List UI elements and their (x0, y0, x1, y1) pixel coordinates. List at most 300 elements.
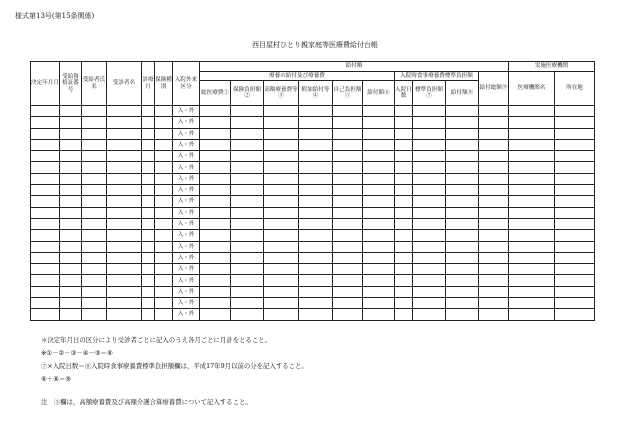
ledger-cell[interactable] (395, 117, 413, 128)
ledger-cell[interactable] (142, 286, 155, 297)
ledger-cell[interactable] (555, 117, 595, 128)
ledger-cell[interactable] (299, 185, 333, 196)
ledger-cell[interactable] (264, 309, 299, 320)
ledger-cell[interactable] (82, 117, 107, 128)
ledger-cell[interactable] (395, 151, 413, 162)
ledger-cell[interactable] (479, 264, 509, 275)
ledger-cell[interactable] (200, 207, 231, 218)
ledger-cell[interactable] (555, 264, 595, 275)
ledger-cell[interactable] (231, 207, 264, 218)
ledger-cell[interactable] (413, 196, 446, 207)
ledger-cell[interactable] (155, 230, 173, 241)
ledger-cell[interactable] (155, 117, 173, 128)
ledger-cell[interactable] (264, 264, 299, 275)
ledger-cell[interactable] (231, 275, 264, 286)
ledger-cell[interactable] (31, 230, 60, 241)
ledger-cell[interactable] (107, 139, 142, 150)
ledger-cell[interactable] (107, 218, 142, 229)
ledger-cell[interactable] (155, 241, 173, 252)
ledger-cell[interactable] (60, 241, 82, 252)
ledger-cell[interactable] (142, 196, 155, 207)
ledger-cell[interactable] (142, 139, 155, 150)
ledger-cell[interactable] (231, 298, 264, 309)
ledger-cell[interactable] (200, 162, 231, 173)
ledger-cell[interactable] (155, 252, 173, 263)
ledger-cell[interactable] (333, 162, 363, 173)
ledger-cell[interactable] (60, 207, 82, 218)
ledger-cell[interactable] (142, 117, 155, 128)
ledger-cell[interactable] (446, 117, 479, 128)
ledger-cell[interactable] (479, 252, 509, 263)
ledger-cell[interactable] (479, 230, 509, 241)
ledger-cell[interactable] (231, 241, 264, 252)
ledger-cell[interactable] (299, 241, 333, 252)
ledger-cell[interactable] (231, 230, 264, 241)
ledger-cell[interactable] (555, 139, 595, 150)
ledger-cell[interactable] (299, 106, 333, 117)
ledger-cell[interactable] (264, 128, 299, 139)
ledger-cell[interactable] (231, 196, 264, 207)
ledger-cell[interactable] (31, 207, 60, 218)
ledger-cell[interactable] (509, 275, 555, 286)
ledger-cell[interactable] (446, 207, 479, 218)
ledger-cell[interactable] (413, 151, 446, 162)
ledger-cell[interactable] (60, 264, 82, 275)
ledger-cell[interactable] (31, 128, 60, 139)
ledger-cell[interactable] (31, 162, 60, 173)
ledger-cell[interactable] (231, 162, 264, 173)
ledger-cell[interactable] (200, 309, 231, 320)
ledger-cell[interactable] (395, 185, 413, 196)
ledger-cell[interactable] (413, 230, 446, 241)
ledger-cell[interactable] (107, 128, 142, 139)
ledger-cell[interactable] (60, 173, 82, 184)
ledger-cell[interactable] (60, 252, 82, 263)
ledger-cell[interactable] (299, 286, 333, 297)
ledger-cell[interactable] (395, 128, 413, 139)
ledger-cell[interactable] (509, 173, 555, 184)
ledger-cell[interactable] (142, 207, 155, 218)
ledger-cell[interactable] (509, 106, 555, 117)
ledger-cell[interactable] (264, 162, 299, 173)
ledger-cell[interactable] (264, 218, 299, 229)
ledger-cell[interactable] (200, 264, 231, 275)
ledger-cell[interactable] (363, 207, 395, 218)
ledger-cell[interactable] (479, 218, 509, 229)
ledger-cell[interactable] (142, 241, 155, 252)
ledger-cell[interactable] (446, 151, 479, 162)
ledger-cell[interactable] (299, 196, 333, 207)
ledger-cell[interactable] (82, 151, 107, 162)
ledger-cell[interactable] (82, 128, 107, 139)
ledger-cell[interactable] (555, 185, 595, 196)
ledger-cell[interactable] (155, 218, 173, 229)
ledger-cell[interactable] (142, 275, 155, 286)
ledger-cell[interactable] (31, 298, 60, 309)
ledger-cell[interactable] (395, 207, 413, 218)
ledger-cell[interactable] (395, 241, 413, 252)
ledger-cell[interactable] (107, 252, 142, 263)
ledger-cell[interactable] (155, 264, 173, 275)
ledger-cell[interactable] (395, 252, 413, 263)
ledger-cell[interactable] (264, 207, 299, 218)
ledger-cell[interactable] (82, 275, 107, 286)
ledger-cell[interactable] (479, 151, 509, 162)
ledger-cell[interactable] (479, 106, 509, 117)
ledger-cell[interactable] (60, 185, 82, 196)
ledger-cell[interactable] (31, 241, 60, 252)
ledger-cell[interactable] (200, 298, 231, 309)
ledger-cell[interactable] (200, 218, 231, 229)
ledger-cell[interactable] (555, 106, 595, 117)
ledger-cell[interactable] (509, 264, 555, 275)
ledger-cell[interactable] (31, 196, 60, 207)
ledger-cell[interactable] (479, 241, 509, 252)
ledger-cell[interactable] (155, 196, 173, 207)
ledger-cell[interactable] (31, 185, 60, 196)
ledger-cell[interactable] (82, 139, 107, 150)
ledger-cell[interactable] (107, 230, 142, 241)
ledger-cell[interactable] (509, 252, 555, 263)
ledger-cell[interactable] (142, 252, 155, 263)
ledger-cell[interactable] (555, 207, 595, 218)
ledger-cell[interactable] (333, 275, 363, 286)
ledger-cell[interactable] (333, 173, 363, 184)
ledger-cell[interactable] (82, 207, 107, 218)
ledger-cell[interactable] (107, 241, 142, 252)
ledger-cell[interactable] (555, 173, 595, 184)
ledger-cell[interactable] (479, 162, 509, 173)
ledger-cell[interactable] (446, 218, 479, 229)
ledger-cell[interactable] (299, 207, 333, 218)
ledger-cell[interactable] (333, 286, 363, 297)
ledger-cell[interactable] (155, 173, 173, 184)
ledger-cell[interactable] (413, 298, 446, 309)
ledger-cell[interactable] (479, 286, 509, 297)
ledger-cell[interactable] (363, 241, 395, 252)
ledger-cell[interactable] (299, 309, 333, 320)
ledger-cell[interactable] (446, 162, 479, 173)
ledger-cell[interactable] (231, 252, 264, 263)
ledger-cell[interactable] (299, 230, 333, 241)
ledger-cell[interactable] (231, 185, 264, 196)
ledger-cell[interactable] (555, 151, 595, 162)
ledger-cell[interactable] (82, 173, 107, 184)
ledger-cell[interactable] (446, 309, 479, 320)
ledger-cell[interactable] (333, 309, 363, 320)
ledger-cell[interactable] (395, 106, 413, 117)
ledger-cell[interactable] (363, 139, 395, 150)
ledger-cell[interactable] (509, 151, 555, 162)
ledger-cell[interactable] (82, 218, 107, 229)
ledger-cell[interactable] (413, 106, 446, 117)
ledger-cell[interactable] (231, 151, 264, 162)
ledger-cell[interactable] (60, 286, 82, 297)
ledger-cell[interactable] (413, 309, 446, 320)
ledger-cell[interactable] (395, 196, 413, 207)
ledger-cell[interactable] (231, 286, 264, 297)
ledger-cell[interactable] (395, 230, 413, 241)
ledger-cell[interactable] (363, 128, 395, 139)
ledger-cell[interactable] (231, 218, 264, 229)
ledger-cell[interactable] (155, 298, 173, 309)
ledger-cell[interactable] (413, 241, 446, 252)
ledger-cell[interactable] (82, 162, 107, 173)
ledger-cell[interactable] (509, 241, 555, 252)
ledger-cell[interactable] (395, 218, 413, 229)
ledger-cell[interactable] (446, 196, 479, 207)
ledger-cell[interactable] (155, 106, 173, 117)
ledger-cell[interactable] (333, 139, 363, 150)
ledger-cell[interactable] (509, 298, 555, 309)
ledger-cell[interactable] (479, 298, 509, 309)
ledger-cell[interactable] (479, 207, 509, 218)
ledger-cell[interactable] (363, 218, 395, 229)
ledger-cell[interactable] (333, 207, 363, 218)
ledger-cell[interactable] (299, 173, 333, 184)
ledger-cell[interactable] (363, 185, 395, 196)
ledger-cell[interactable] (142, 185, 155, 196)
ledger-cell[interactable] (363, 275, 395, 286)
ledger-cell[interactable] (509, 207, 555, 218)
ledger-cell[interactable] (107, 309, 142, 320)
ledger-cell[interactable] (155, 185, 173, 196)
ledger-cell[interactable] (299, 128, 333, 139)
ledger-cell[interactable] (142, 128, 155, 139)
ledger-cell[interactable] (363, 252, 395, 263)
ledger-cell[interactable] (31, 286, 60, 297)
ledger-cell[interactable] (509, 196, 555, 207)
ledger-cell[interactable] (200, 117, 231, 128)
ledger-cell[interactable] (200, 241, 231, 252)
ledger-cell[interactable] (155, 275, 173, 286)
ledger-cell[interactable] (231, 117, 264, 128)
ledger-cell[interactable] (333, 128, 363, 139)
ledger-cell[interactable] (395, 264, 413, 275)
ledger-cell[interactable] (413, 128, 446, 139)
ledger-cell[interactable] (413, 218, 446, 229)
ledger-cell[interactable] (333, 241, 363, 252)
ledger-cell[interactable] (299, 162, 333, 173)
ledger-cell[interactable] (264, 117, 299, 128)
ledger-cell[interactable] (555, 196, 595, 207)
ledger-cell[interactable] (363, 151, 395, 162)
ledger-cell[interactable] (395, 173, 413, 184)
ledger-cell[interactable] (107, 196, 142, 207)
ledger-cell[interactable] (413, 173, 446, 184)
ledger-cell[interactable] (200, 106, 231, 117)
ledger-cell[interactable] (107, 286, 142, 297)
ledger-cell[interactable] (446, 275, 479, 286)
ledger-cell[interactable] (231, 128, 264, 139)
ledger-cell[interactable] (107, 162, 142, 173)
ledger-cell[interactable] (413, 117, 446, 128)
ledger-cell[interactable] (82, 230, 107, 241)
ledger-cell[interactable] (555, 309, 595, 320)
ledger-cell[interactable] (479, 117, 509, 128)
ledger-cell[interactable] (142, 151, 155, 162)
ledger-cell[interactable] (264, 298, 299, 309)
ledger-cell[interactable] (446, 230, 479, 241)
ledger-cell[interactable] (446, 128, 479, 139)
ledger-cell[interactable] (413, 252, 446, 263)
ledger-cell[interactable] (264, 196, 299, 207)
ledger-cell[interactable] (509, 230, 555, 241)
ledger-cell[interactable] (446, 298, 479, 309)
ledger-cell[interactable] (60, 275, 82, 286)
ledger-cell[interactable] (333, 298, 363, 309)
ledger-cell[interactable] (509, 309, 555, 320)
ledger-cell[interactable] (264, 241, 299, 252)
ledger-cell[interactable] (555, 241, 595, 252)
ledger-cell[interactable] (509, 117, 555, 128)
ledger-cell[interactable] (479, 128, 509, 139)
ledger-cell[interactable] (142, 106, 155, 117)
ledger-cell[interactable] (363, 117, 395, 128)
ledger-cell[interactable] (200, 286, 231, 297)
ledger-cell[interactable] (413, 185, 446, 196)
ledger-cell[interactable] (82, 241, 107, 252)
ledger-cell[interactable] (264, 106, 299, 117)
ledger-cell[interactable] (200, 230, 231, 241)
ledger-cell[interactable] (82, 286, 107, 297)
ledger-cell[interactable] (142, 162, 155, 173)
ledger-cell[interactable] (31, 117, 60, 128)
ledger-cell[interactable] (200, 185, 231, 196)
ledger-cell[interactable] (333, 264, 363, 275)
ledger-cell[interactable] (31, 275, 60, 286)
ledger-cell[interactable] (231, 106, 264, 117)
ledger-cell[interactable] (142, 173, 155, 184)
ledger-cell[interactable] (200, 252, 231, 263)
ledger-cell[interactable] (509, 139, 555, 150)
ledger-cell[interactable] (142, 298, 155, 309)
ledger-cell[interactable] (107, 264, 142, 275)
ledger-cell[interactable] (107, 106, 142, 117)
ledger-cell[interactable] (231, 309, 264, 320)
ledger-cell[interactable] (299, 151, 333, 162)
ledger-cell[interactable] (363, 298, 395, 309)
ledger-cell[interactable] (60, 117, 82, 128)
ledger-cell[interactable] (200, 151, 231, 162)
ledger-cell[interactable] (333, 196, 363, 207)
ledger-cell[interactable] (479, 139, 509, 150)
ledger-cell[interactable] (333, 252, 363, 263)
ledger-cell[interactable] (395, 309, 413, 320)
ledger-cell[interactable] (395, 162, 413, 173)
ledger-cell[interactable] (555, 252, 595, 263)
ledger-cell[interactable] (31, 106, 60, 117)
ledger-cell[interactable] (446, 286, 479, 297)
ledger-cell[interactable] (555, 218, 595, 229)
ledger-cell[interactable] (333, 106, 363, 117)
ledger-cell[interactable] (395, 286, 413, 297)
ledger-cell[interactable] (413, 275, 446, 286)
ledger-cell[interactable] (82, 252, 107, 263)
ledger-cell[interactable] (82, 185, 107, 196)
ledger-cell[interactable] (60, 230, 82, 241)
ledger-cell[interactable] (363, 264, 395, 275)
ledger-cell[interactable] (82, 264, 107, 275)
ledger-cell[interactable] (509, 218, 555, 229)
ledger-cell[interactable] (479, 196, 509, 207)
ledger-cell[interactable] (60, 196, 82, 207)
ledger-cell[interactable] (200, 128, 231, 139)
ledger-cell[interactable] (264, 139, 299, 150)
ledger-cell[interactable] (479, 185, 509, 196)
ledger-cell[interactable] (555, 128, 595, 139)
ledger-cell[interactable] (413, 207, 446, 218)
ledger-cell[interactable] (60, 218, 82, 229)
ledger-cell[interactable] (395, 275, 413, 286)
ledger-cell[interactable] (363, 230, 395, 241)
ledger-cell[interactable] (363, 196, 395, 207)
ledger-cell[interactable] (446, 252, 479, 263)
ledger-cell[interactable] (395, 139, 413, 150)
ledger-cell[interactable] (155, 309, 173, 320)
ledger-cell[interactable] (555, 162, 595, 173)
ledger-cell[interactable] (142, 264, 155, 275)
ledger-cell[interactable] (60, 106, 82, 117)
ledger-cell[interactable] (60, 151, 82, 162)
ledger-cell[interactable] (479, 309, 509, 320)
ledger-cell[interactable] (200, 139, 231, 150)
ledger-cell[interactable] (555, 275, 595, 286)
ledger-cell[interactable] (413, 264, 446, 275)
ledger-cell[interactable] (31, 252, 60, 263)
ledger-cell[interactable] (446, 139, 479, 150)
ledger-cell[interactable] (264, 230, 299, 241)
ledger-cell[interactable] (363, 309, 395, 320)
ledger-cell[interactable] (31, 173, 60, 184)
ledger-cell[interactable] (446, 173, 479, 184)
ledger-cell[interactable] (142, 230, 155, 241)
ledger-cell[interactable] (31, 264, 60, 275)
ledger-cell[interactable] (363, 162, 395, 173)
ledger-cell[interactable] (60, 139, 82, 150)
ledger-cell[interactable] (299, 117, 333, 128)
ledger-cell[interactable] (333, 218, 363, 229)
ledger-cell[interactable] (82, 106, 107, 117)
ledger-cell[interactable] (107, 173, 142, 184)
ledger-cell[interactable] (231, 264, 264, 275)
ledger-cell[interactable] (333, 151, 363, 162)
ledger-cell[interactable] (299, 218, 333, 229)
ledger-cell[interactable] (60, 128, 82, 139)
ledger-cell[interactable] (155, 139, 173, 150)
ledger-cell[interactable] (555, 298, 595, 309)
ledger-cell[interactable] (446, 185, 479, 196)
ledger-cell[interactable] (264, 151, 299, 162)
ledger-cell[interactable] (31, 151, 60, 162)
ledger-cell[interactable] (395, 298, 413, 309)
ledger-cell[interactable] (299, 252, 333, 263)
ledger-cell[interactable] (200, 275, 231, 286)
ledger-cell[interactable] (363, 173, 395, 184)
ledger-cell[interactable] (142, 309, 155, 320)
ledger-cell[interactable] (155, 128, 173, 139)
ledger-cell[interactable] (82, 196, 107, 207)
ledger-cell[interactable] (155, 286, 173, 297)
ledger-cell[interactable] (413, 286, 446, 297)
ledger-cell[interactable] (60, 298, 82, 309)
ledger-cell[interactable] (509, 185, 555, 196)
ledger-cell[interactable] (155, 162, 173, 173)
ledger-cell[interactable] (107, 185, 142, 196)
ledger-cell[interactable] (200, 173, 231, 184)
ledger-cell[interactable] (264, 275, 299, 286)
ledger-cell[interactable] (509, 162, 555, 173)
